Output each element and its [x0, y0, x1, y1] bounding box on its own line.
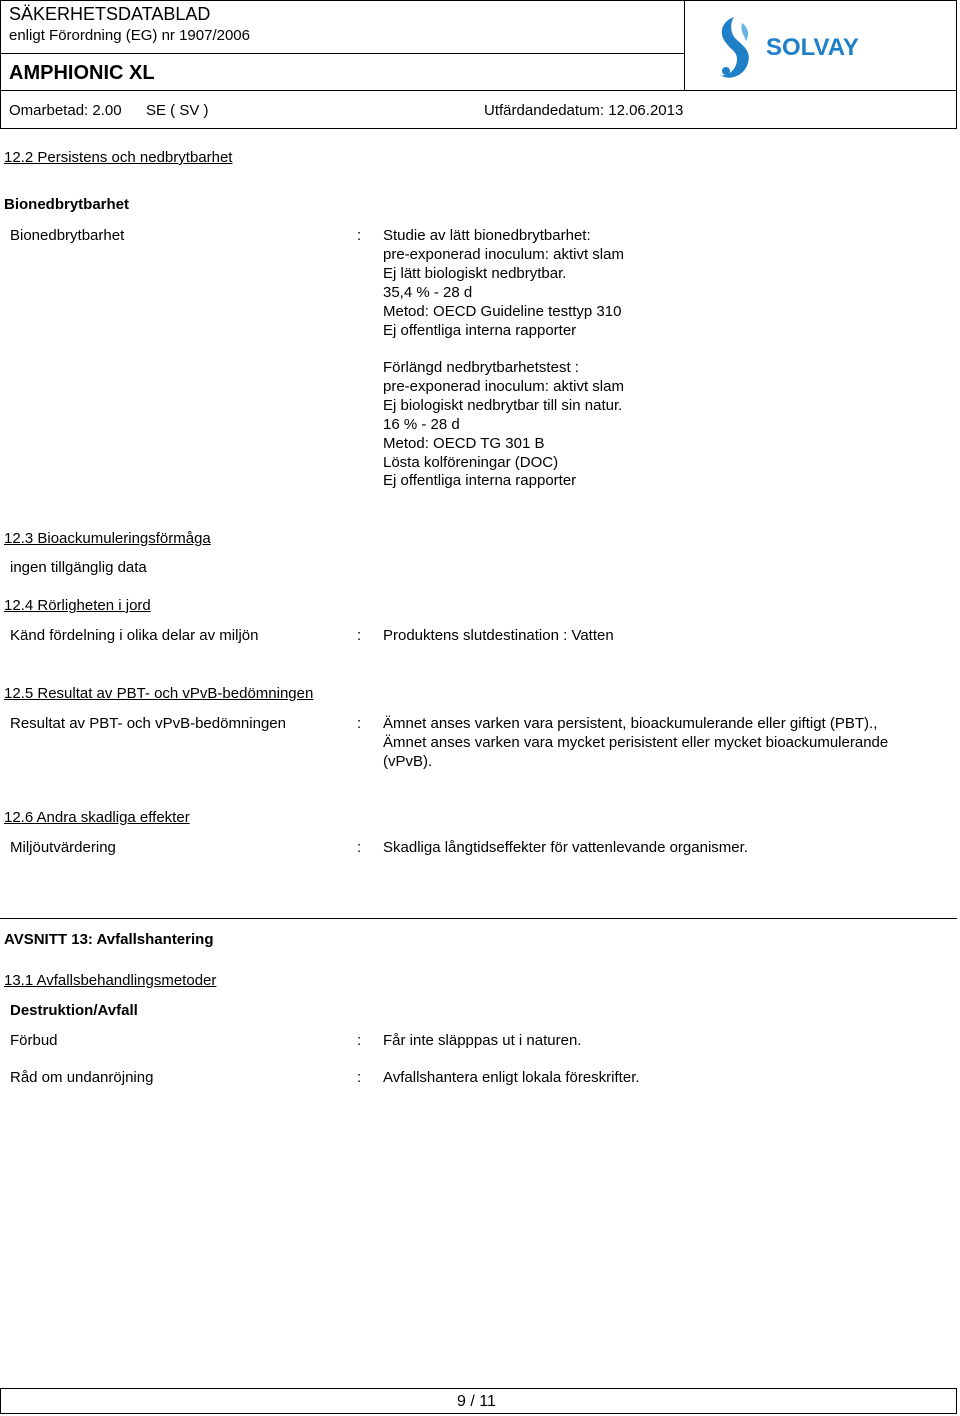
- bioaccumulation-text: ingen tillgänglig data: [10, 559, 147, 576]
- colon: :: [357, 715, 362, 732]
- biodegradability-label: Bionedbrytbarhet: [10, 227, 125, 244]
- section-13-1-heading: 13.1 Avfallsbehandlingsmetoder: [4, 972, 217, 989]
- header-info-row: [0, 90, 957, 129]
- section-12-2-heading: 12.2 Persistens och nedbrytbarhet: [4, 149, 233, 166]
- colon: :: [357, 227, 362, 244]
- pbt-label: Resultat av PBT- och vPvB-bedömningen: [10, 715, 286, 732]
- section-12-3-heading: 12.3 Bioackumuleringsförmåga: [4, 530, 211, 547]
- environment-value: Skadliga långtidseffekter för vattenlevande organismer.: [383, 839, 748, 856]
- product-name: AMPHIONIC XL: [9, 62, 155, 84]
- disposal-label: Råd om undanröjning: [10, 1069, 154, 1086]
- issue-date: Utfärdandedatum: 12.06.2013: [484, 102, 684, 119]
- distribution-label: Känd fördelning i olika delar av miljön: [10, 627, 259, 644]
- section-12-6-heading: 12.6 Andra skadliga effekter: [4, 809, 190, 826]
- logo-box: [684, 0, 957, 91]
- section-12-5-heading: 12.5 Resultat av PBT- och vPvB-bedömningen: [4, 685, 314, 702]
- disposal-value: Avfallshantera enligt lokala föreskrifter.: [383, 1069, 640, 1086]
- colon: :: [357, 627, 362, 644]
- header-divider: [0, 53, 685, 54]
- prohibition-label: Förbud: [10, 1032, 58, 1049]
- solvay-logo-icon: [712, 13, 872, 83]
- distribution-value: Produktens slutdestination : Vatten: [383, 627, 614, 644]
- colon: :: [357, 839, 362, 856]
- biodegradability-study: Studie av lätt bionedbrytbarhet: pre-exponerad inoculum: aktivt slam Ej lätt biologiskt nedbrytbar. 35,4 % - 28 d Metod: OECD Guideline testtyp 310 Ej offentliga interna rapporter: [383, 227, 624, 339]
- colon: :: [357, 1032, 362, 1049]
- biodegradability-subheading: Bionedbrytbarhet: [4, 196, 130, 213]
- prohibition-value: Får inte släpppas ut i naturen.: [383, 1032, 582, 1049]
- section-13-heading: AVSNITT 13: Avfallshantering: [4, 931, 214, 948]
- pbt-value: Ämnet anses varken vara persistent, bioackumulerande eller giftigt (PBT)., Ämnet anses varken vara mycket perisistent eller mycket bioackumulerande (vPvB).: [383, 715, 889, 770]
- section-12-4-heading: 12.4 Rörligheten i jord: [4, 597, 151, 614]
- page-number: 9 / 11: [457, 1393, 496, 1410]
- section-divider: [0, 918, 957, 919]
- environment-label: Miljöutvärdering: [10, 839, 116, 856]
- document-type: SÄKERHETSDATABLAD: [9, 4, 211, 24]
- extended-test: Förlängd nedbrytbarhetstest : pre-exponerad inoculum: aktivt slam Ej biologiskt nedbrytbar till sin natur. 16 % - 28 d Metod: OECD TG 301 B Lösta kolföreningar (DOC) Ej offentliga interna rapporter: [383, 359, 624, 490]
- language: SE ( SV ): [146, 102, 209, 119]
- regulation-line: enligt Förordning (EG) nr 1907/2006: [9, 27, 250, 44]
- revision: Omarbetad: 2.00: [9, 102, 122, 119]
- svg-text:SOLVAY: SOLVAY: [766, 34, 859, 61]
- colon: :: [357, 1069, 362, 1086]
- waste-group-heading: Destruktion/Avfall: [10, 1002, 138, 1019]
